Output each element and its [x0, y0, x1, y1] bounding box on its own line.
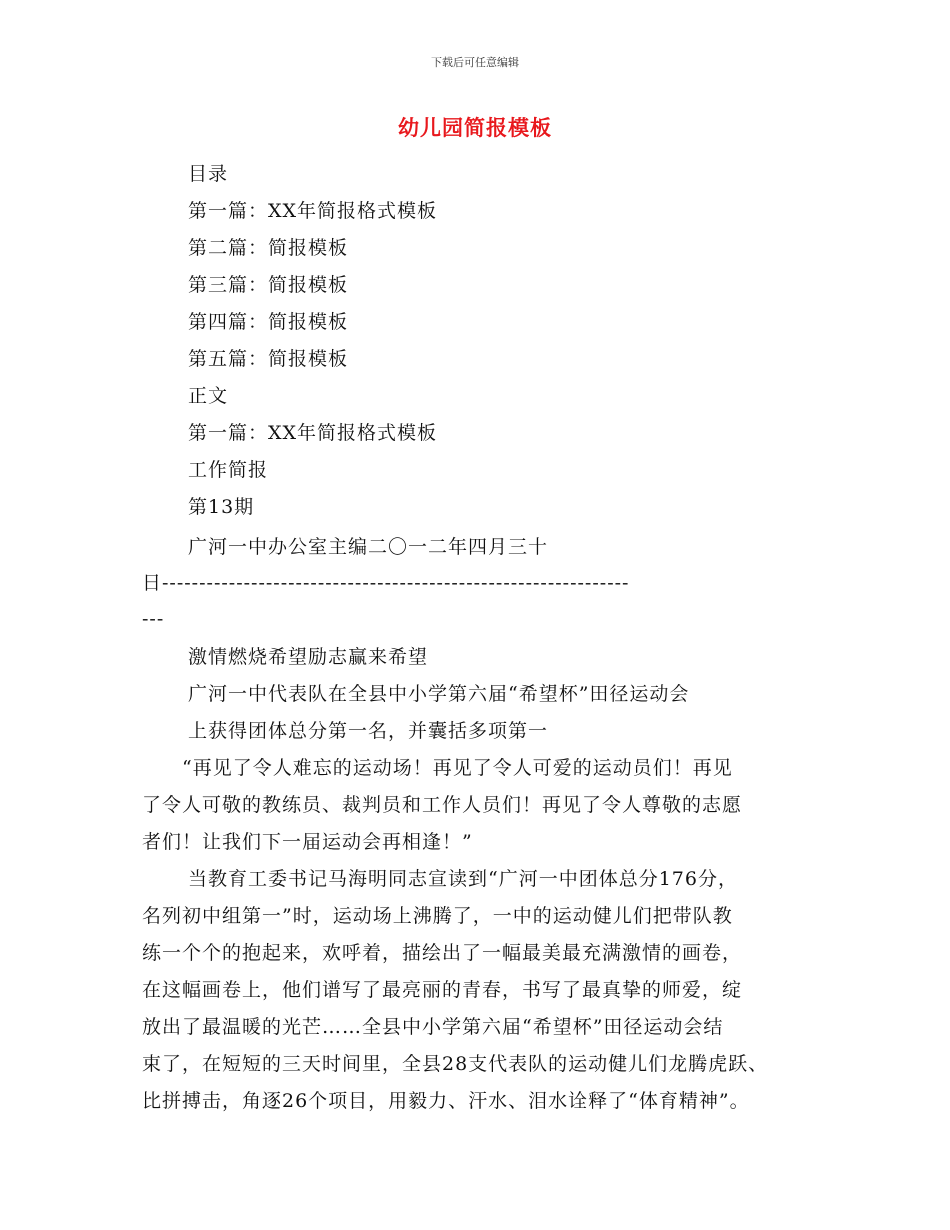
bulletin-name: 工作简报 — [188, 459, 269, 481]
paragraph-line: 当教育工委书记马海明同志宣读到“广河一中团体总分176分， — [188, 868, 738, 890]
toc-item-1: 第一篇：XX年简报格式模板 — [188, 200, 438, 222]
paragraph-line: 放出了最温暖的光芒……全县中小学第六届“希望杯”田径运动会结 — [142, 1016, 724, 1038]
separator-tail: --- — [142, 608, 165, 630]
subheadline-2: 上获得团体总分第一名，并囊括多项第一 — [188, 720, 549, 742]
date-separator: 日--------------------------------------------------------------- — [142, 572, 630, 594]
paragraph-line: 了令人可敬的教练员、裁判员和工作人员们！再见了令人尊敬的志愿 — [142, 794, 743, 816]
toc-heading: 目录 — [188, 163, 229, 185]
toc-item-2: 第二篇：简报模板 — [188, 237, 349, 259]
paragraph-line: 束了，在短短的三天时间里，全县28支代表队的运动健儿们龙腾虎跃、 — [142, 1053, 769, 1075]
paragraph-line: 练一个个的抱起来，欢呼着，描绘出了一幅最美最充满激情的画卷， — [142, 942, 743, 964]
paragraph-line: “再见了令人难忘的运动场！再见了令人可爱的运动员们！再见 — [182, 757, 733, 779]
editor-line: 广河一中办公室主编二〇一二年四月三十 — [188, 536, 549, 558]
body-heading: 正文 — [188, 385, 229, 407]
header-note: 下载后可任意编辑 — [431, 56, 519, 69]
paragraph-line: 比拼搏击，角逐26个项目，用毅力、汗水、泪水诠释了“体育精神”。 — [142, 1090, 750, 1112]
chapter-title: 第一篇：XX年简报格式模板 — [188, 422, 438, 444]
paragraph-line: 者们！让我们下一届运动会再相逢！” — [142, 831, 473, 853]
paragraph-line: 名列初中组第一”时，运动场上沸腾了，一中的运动健儿们把带队教 — [142, 905, 733, 927]
toc-item-5: 第五篇：简报模板 — [188, 348, 349, 370]
subheadline-1: 广河一中代表队在全县中小学第六届“希望杯”田径运动会 — [188, 683, 690, 705]
issue-number: 第13期 — [188, 496, 255, 518]
paragraph-line: 在这幅画卷上，他们谱写了最亮丽的青春，书写了最真挚的师爱，绽 — [142, 979, 743, 1001]
toc-item-4: 第四篇：简报模板 — [188, 311, 349, 333]
toc-item-3: 第三篇：简报模板 — [188, 274, 349, 296]
headline: 激情燃烧希望励志赢来希望 — [188, 646, 429, 668]
document-title: 幼儿园简报模板 — [398, 116, 552, 140]
